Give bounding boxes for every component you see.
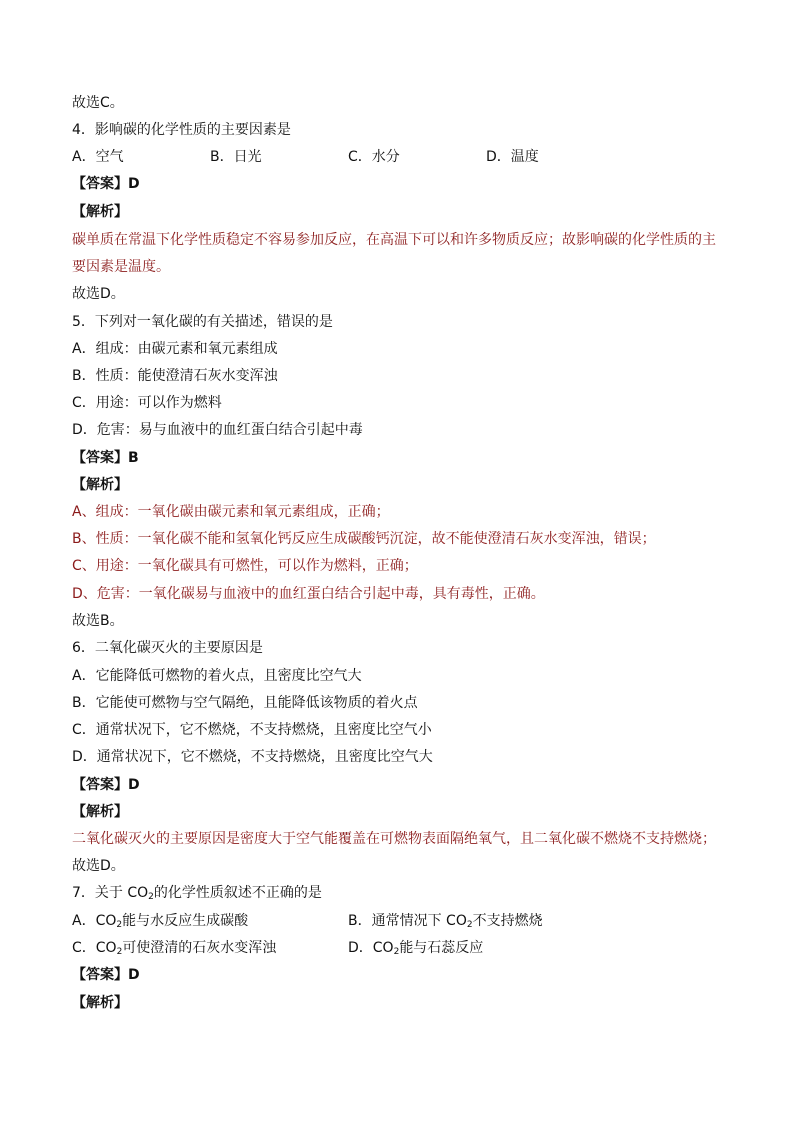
q4-option-d: D．温度 — [486, 149, 539, 165]
q7-analysis-heading: 【解析】 — [72, 995, 128, 1011]
q7-c-text-2: 可使澄清的石灰水变浑浊 — [122, 940, 277, 956]
q7-d-text-1: D．CO — [348, 940, 394, 956]
q7-d-subscript: 2 — [393, 947, 400, 957]
question-7-stem — [72, 884, 322, 906]
q6-answer: 【答案】D — [72, 777, 140, 793]
q5-option-c: C．用途：可以作为燃料 — [72, 395, 222, 411]
q5-option-d: D．危害：易与血液中的血红蛋白结合引起中毒 — [72, 422, 363, 438]
q6-option-a: A．它能降低可燃物的着火点，且密度比空气大 — [72, 668, 362, 684]
q5-analysis-heading: 【解析】 — [72, 477, 128, 493]
q4-answer: 【答案】D — [72, 176, 140, 192]
q4-analysis-heading: 【解析】 — [72, 204, 128, 220]
question-4-stem: 4．影响碳的化学性质的主要因素是 — [72, 122, 291, 138]
q7-option-b — [348, 912, 543, 934]
q7-b-text-1: B．通常情况下 CO — [348, 913, 467, 929]
q5-analysis-line-3: C、用途：一氧化碳具有可燃性，可以作为燃料，正确； — [72, 558, 418, 574]
question-5-stem: 5．下列对一氧化碳的有关描述，错误的是 — [72, 314, 333, 330]
q6-option-c: C．通常状况下，它不燃烧，不支持燃烧，且密度比空气小 — [72, 722, 432, 738]
q4-option-a: A．空气 — [72, 149, 124, 165]
q4-option-c: C．水分 — [348, 149, 400, 165]
q5-option-a: A．组成：由碳元素和氧元素组成 — [72, 341, 278, 357]
q6-analysis-line-1: 二氧化碳灭火的主要原因是密度大于空气能覆盖在可燃物表面隔绝氧气，且二氧化碳不燃烧不支持燃烧； — [72, 831, 716, 847]
q5-analysis-line-2: B、性质：一氧化碳不能和氢氧化钙反应生成碳酸钙沉淀，故不能使澄清石灰水变浑浊，错误； — [72, 531, 656, 547]
question-6-stem: 6．二氧化碳灭火的主要原因是 — [72, 640, 263, 656]
q5-analysis-line-1: A、组成：一氧化碳由碳元素和氧元素组成，正确； — [72, 504, 390, 520]
q7-c-text-1: C．CO — [72, 940, 117, 956]
q7-stem-text-a: 7．关于 CO — [72, 885, 149, 901]
q7-option-d — [348, 939, 483, 961]
q4-option-b: B．日光 — [210, 149, 262, 165]
q7-d-text-2: 能与石蕊反应 — [399, 940, 484, 956]
q6-option-d: D．通常状况下，它不燃烧，不支持燃烧，且密度比空气大 — [72, 749, 433, 765]
q7-answer: 【答案】D — [72, 967, 140, 983]
q7-a-subscript: 2 — [116, 920, 123, 930]
q5-option-b: B．性质：能使澄清石灰水变浑浊 — [72, 368, 278, 384]
q6-selection: 故选D。 — [72, 858, 125, 874]
q7-c-subscript: 2 — [116, 947, 123, 957]
q5-selection: 故选B。 — [72, 613, 124, 629]
q7-b-text-2: 不支持燃烧 — [472, 913, 543, 929]
q7-option-a — [72, 912, 248, 934]
q7-a-text-1: A．CO — [72, 913, 117, 929]
q4-analysis-line-2: 要因素是温度。 — [72, 259, 170, 275]
q6-analysis-heading: 【解析】 — [72, 804, 128, 820]
q7-a-text-2: 能与水反应生成碳酸 — [122, 913, 249, 929]
q6-option-b: B．它能使可燃物与空气隔绝，且能降低该物质的着火点 — [72, 695, 418, 711]
q7-option-c — [72, 939, 276, 961]
q5-analysis-line-4: D、危害：一氧化碳易与血液中的血红蛋白结合引起中毒，具有毒性，正确。 — [72, 586, 545, 602]
q7-stem-text-b: 的化学性质叙述不正确的是 — [153, 885, 322, 901]
q5-answer: 【答案】B — [72, 450, 139, 466]
q4-selection: 故选D。 — [72, 286, 125, 302]
prev-answer-selection: 故选C。 — [72, 95, 124, 111]
q4-analysis-line-1: 碳单质在常温下化学性质稳定不容易参加反应，在高温下可以和许多物质反应；故影响碳的化学性质的主 — [72, 232, 716, 248]
q7-stem-subscript: 2 — [148, 892, 154, 902]
q7-b-subscript: 2 — [466, 920, 473, 930]
